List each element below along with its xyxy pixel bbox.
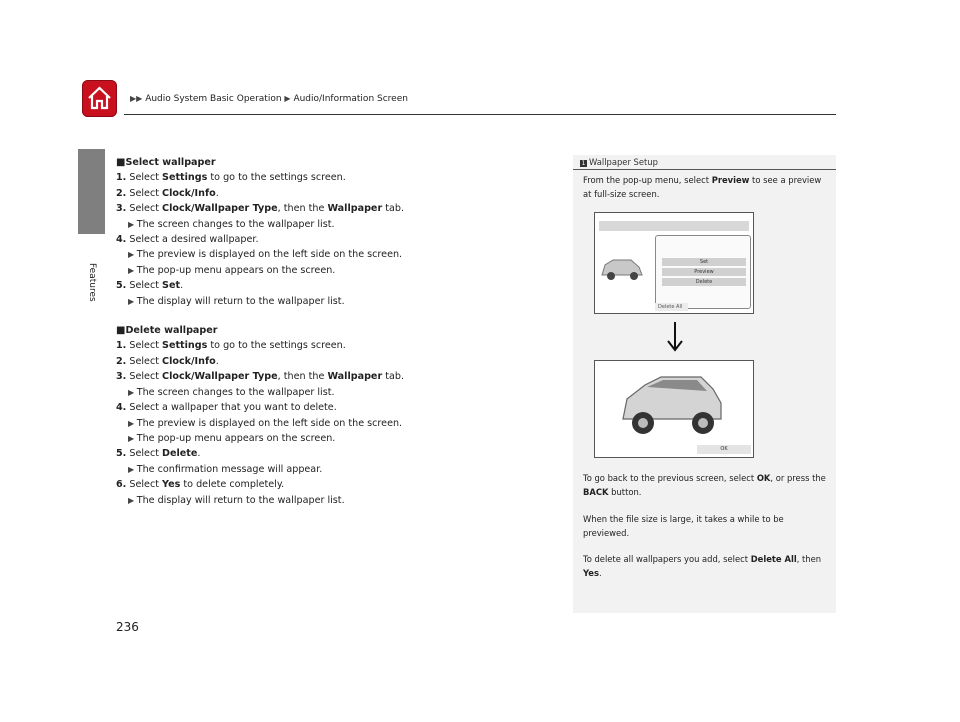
section-gap [116,309,451,323]
result-arrow-icon: ▶ [128,219,137,229]
note-paragraph: From the pop-up menu, select Preview to see a preview at full-size screen. [583,175,822,199]
step-result: ▶ The screen changes to the wallpaper list. [128,218,335,230]
result-arrow-icon: ▶ [128,418,137,428]
section-heading: ■Select wallpaper [116,157,216,168]
step-item: 4. Select a wallpaper that you want to delete. [116,402,337,414]
result-arrow-icon: ▶ [128,433,137,443]
section-tab [78,149,105,234]
car-fullsize-image [617,367,727,441]
step-item: 2. Select Clock/Info. [116,355,219,367]
step-result: ▶ The preview is displayed on the left side on the screen. [128,249,403,261]
breadcrumb-arrow-icon: ▶▶ [130,94,143,103]
step-result: ▶ The confirmation message will appear. [128,463,323,475]
down-arrow-icon [665,322,685,356]
breadcrumb-arrow-icon: ▶ [284,94,291,103]
step-item: 6. Select Yes to delete completely. [116,479,285,491]
delete-all-button[interactable]: Delete All [655,303,688,311]
header-divider [124,114,836,115]
step-item: 2. Select Clock/Info. [116,187,219,199]
set-button[interactable]: Set [662,258,746,266]
step-item: 3. Select Clock/Wallpaper Type, then the Wallpaper tab. [116,203,405,215]
result-arrow-icon: ▶ [128,387,137,397]
step-item: 1. Select Settings to go to the settings screen. [116,340,346,352]
step-item: 5. Select Delete. [116,448,201,460]
breadcrumb-item[interactable]: Audio/Information Screen [293,94,408,104]
note-paragraph: To go back to the previous screen, select OK, or press the BACK button. [583,473,826,497]
step-result: ▶ The preview is displayed on the left side on the screen. [128,417,403,429]
step-result: ▶ The pop-up menu appears on the screen. [128,432,336,444]
ok-button[interactable]: OK [697,445,751,454]
step-result: ▶ The pop-up menu appears on the screen. [128,264,336,276]
wallpaper-preview-screenshot [594,360,754,458]
step-item: 4. Select a desired wallpaper. [116,234,259,246]
result-arrow-icon: ▶ [128,495,137,505]
note-paragraph: To delete all wallpapers you add, select Delete All, then Yes. [583,554,822,578]
result-arrow-icon: ▶ [128,250,137,260]
result-arrow-icon: ▶ [128,265,137,275]
bullet-square-icon: ■ [116,325,126,337]
breadcrumb-item[interactable]: Audio System Basic Operation [145,94,282,104]
note-header [573,155,836,169]
wallpaper-list-screenshot [594,212,754,314]
result-arrow-icon: ▶ [128,464,137,474]
step-result: ▶ The display will return to the wallpaper list. [128,494,345,506]
note-divider [573,169,836,170]
step-item: 5. Select Set. [116,280,184,292]
home-icon [87,85,112,111]
delete-button[interactable]: Delete [662,278,746,286]
step-result: ▶ The display will return to the wallpaper list. [128,295,345,307]
note-title: Wallpaper Setup [589,157,658,167]
page-number: 236 [116,620,139,634]
step-item: 3. Select Clock/Wallpaper Type, then the Wallpaper tab. [116,371,405,383]
step-result: ▶ The screen changes to the wallpaper list. [128,386,335,398]
breadcrumb [130,94,408,104]
result-arrow-icon: ▶ [128,296,137,306]
car-preview-image [599,253,645,283]
screen-status-bar [599,221,749,231]
home-button[interactable] [82,80,117,117]
note-paragraph: When the file size is large, it takes a while to be previewed. [583,514,784,538]
bullet-square-icon: ■ [116,157,126,168]
section-heading: ■Delete wallpaper [116,325,218,337]
popup-menu [655,235,751,309]
preview-button[interactable]: Preview [662,268,746,276]
note-icon: 1 [581,160,586,167]
instructions [116,155,451,508]
step-item: 1. Select Settings to go to the settings screen. [116,172,346,184]
section-label: Features [87,263,97,302]
